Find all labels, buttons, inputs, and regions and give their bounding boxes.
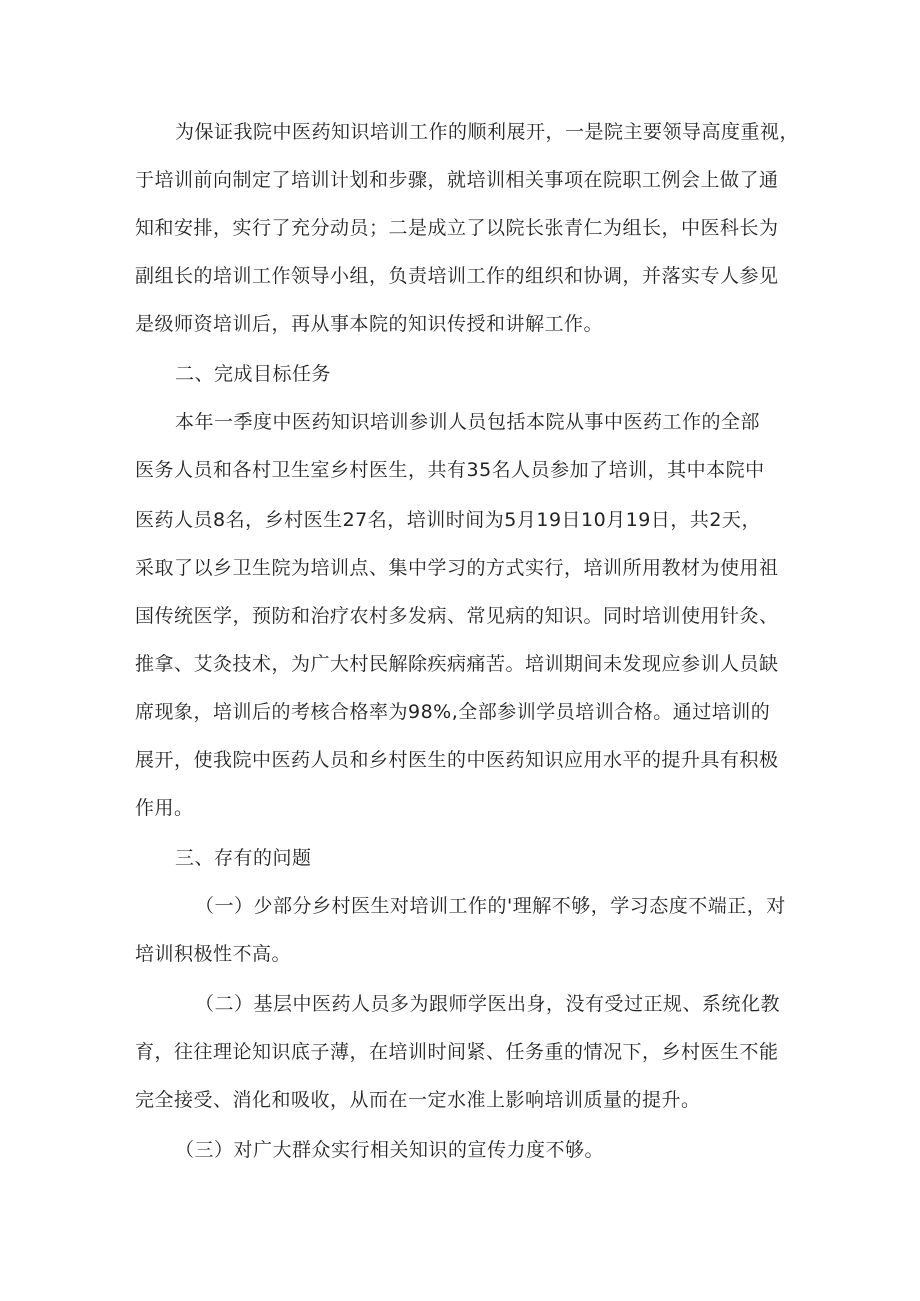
text-line: 为保证我院中医药知识培训工作的顺利展开，一是院主要领导高度重视， bbox=[175, 121, 800, 143]
text-line: （三）对广大群众实行相关知识的宣传力度不够。 bbox=[175, 1139, 605, 1161]
text-line: 完全接受、消化和吸收，从而在一定水准上影响培训质量的提升。 bbox=[135, 1089, 701, 1111]
section-heading: 二、完成目标任务 bbox=[175, 363, 332, 385]
text-line: 培训积极性不高。 bbox=[135, 943, 292, 965]
text-line: 育，往往理论知识底子薄，在培训时间紧、任务重的情况下，乡村医生不能 bbox=[135, 1041, 779, 1063]
text-line: （一）少部分乡村医生对培训工作的'理解不够，学习态度不端正，对 bbox=[195, 895, 786, 917]
text-line: 医药人员8名，乡村医生27名，培训时间为5月19日10月19日，共2天， bbox=[135, 509, 761, 531]
text-line: 席现象，培训后的考核合格率为98%,全部参训学员培训合格。通过培训的 bbox=[135, 701, 771, 723]
text-line: 是级师资培训后，再从事本院的知识传授和讲解工作。 bbox=[135, 313, 604, 335]
text-line: 作用。 bbox=[135, 797, 194, 819]
text-line: 展开，使我院中医药人员和乡村医生的中医药知识应用水平的提升具有积极 bbox=[135, 749, 779, 771]
text-line: 采取了以乡卫生院为培训点、集中学习的方式实行，培训所用教材为使用祖 bbox=[135, 557, 779, 579]
text-line: 副组长的培训工作领导小组，负责培训工作的组织和协调，并落实专人参见 bbox=[135, 265, 779, 287]
text-line: 本年一季度中医药知识培训参训人员包括本院从事中医药工作的全部 bbox=[175, 411, 761, 433]
text-line: （二）基层中医药人员多为跟师学医出身，没有受过正规、系统化教 bbox=[195, 993, 781, 1015]
text-line: 推拿、艾灸技术，为广大村民解除疾病痛苦。培训期间未发现应参训人员缺 bbox=[135, 653, 779, 675]
text-line: 于培训前向制定了培训计划和步骤，就培训相关事项在院职工例会上做了通 bbox=[135, 169, 779, 191]
section-heading: 三、存有的问题 bbox=[175, 847, 312, 869]
text-line: 医务人员和各村卫生室乡村医生，共有35名人员参加了培训，其中本院中 bbox=[135, 459, 765, 481]
text-line: 国传统医学，预防和治疗农村多发病、常见病的知识。同时培训使用针灸、 bbox=[135, 605, 779, 627]
text-line: 知和安排，实行了充分动员；二是成立了以院长张青仁为组长，中医科长为 bbox=[135, 217, 779, 239]
